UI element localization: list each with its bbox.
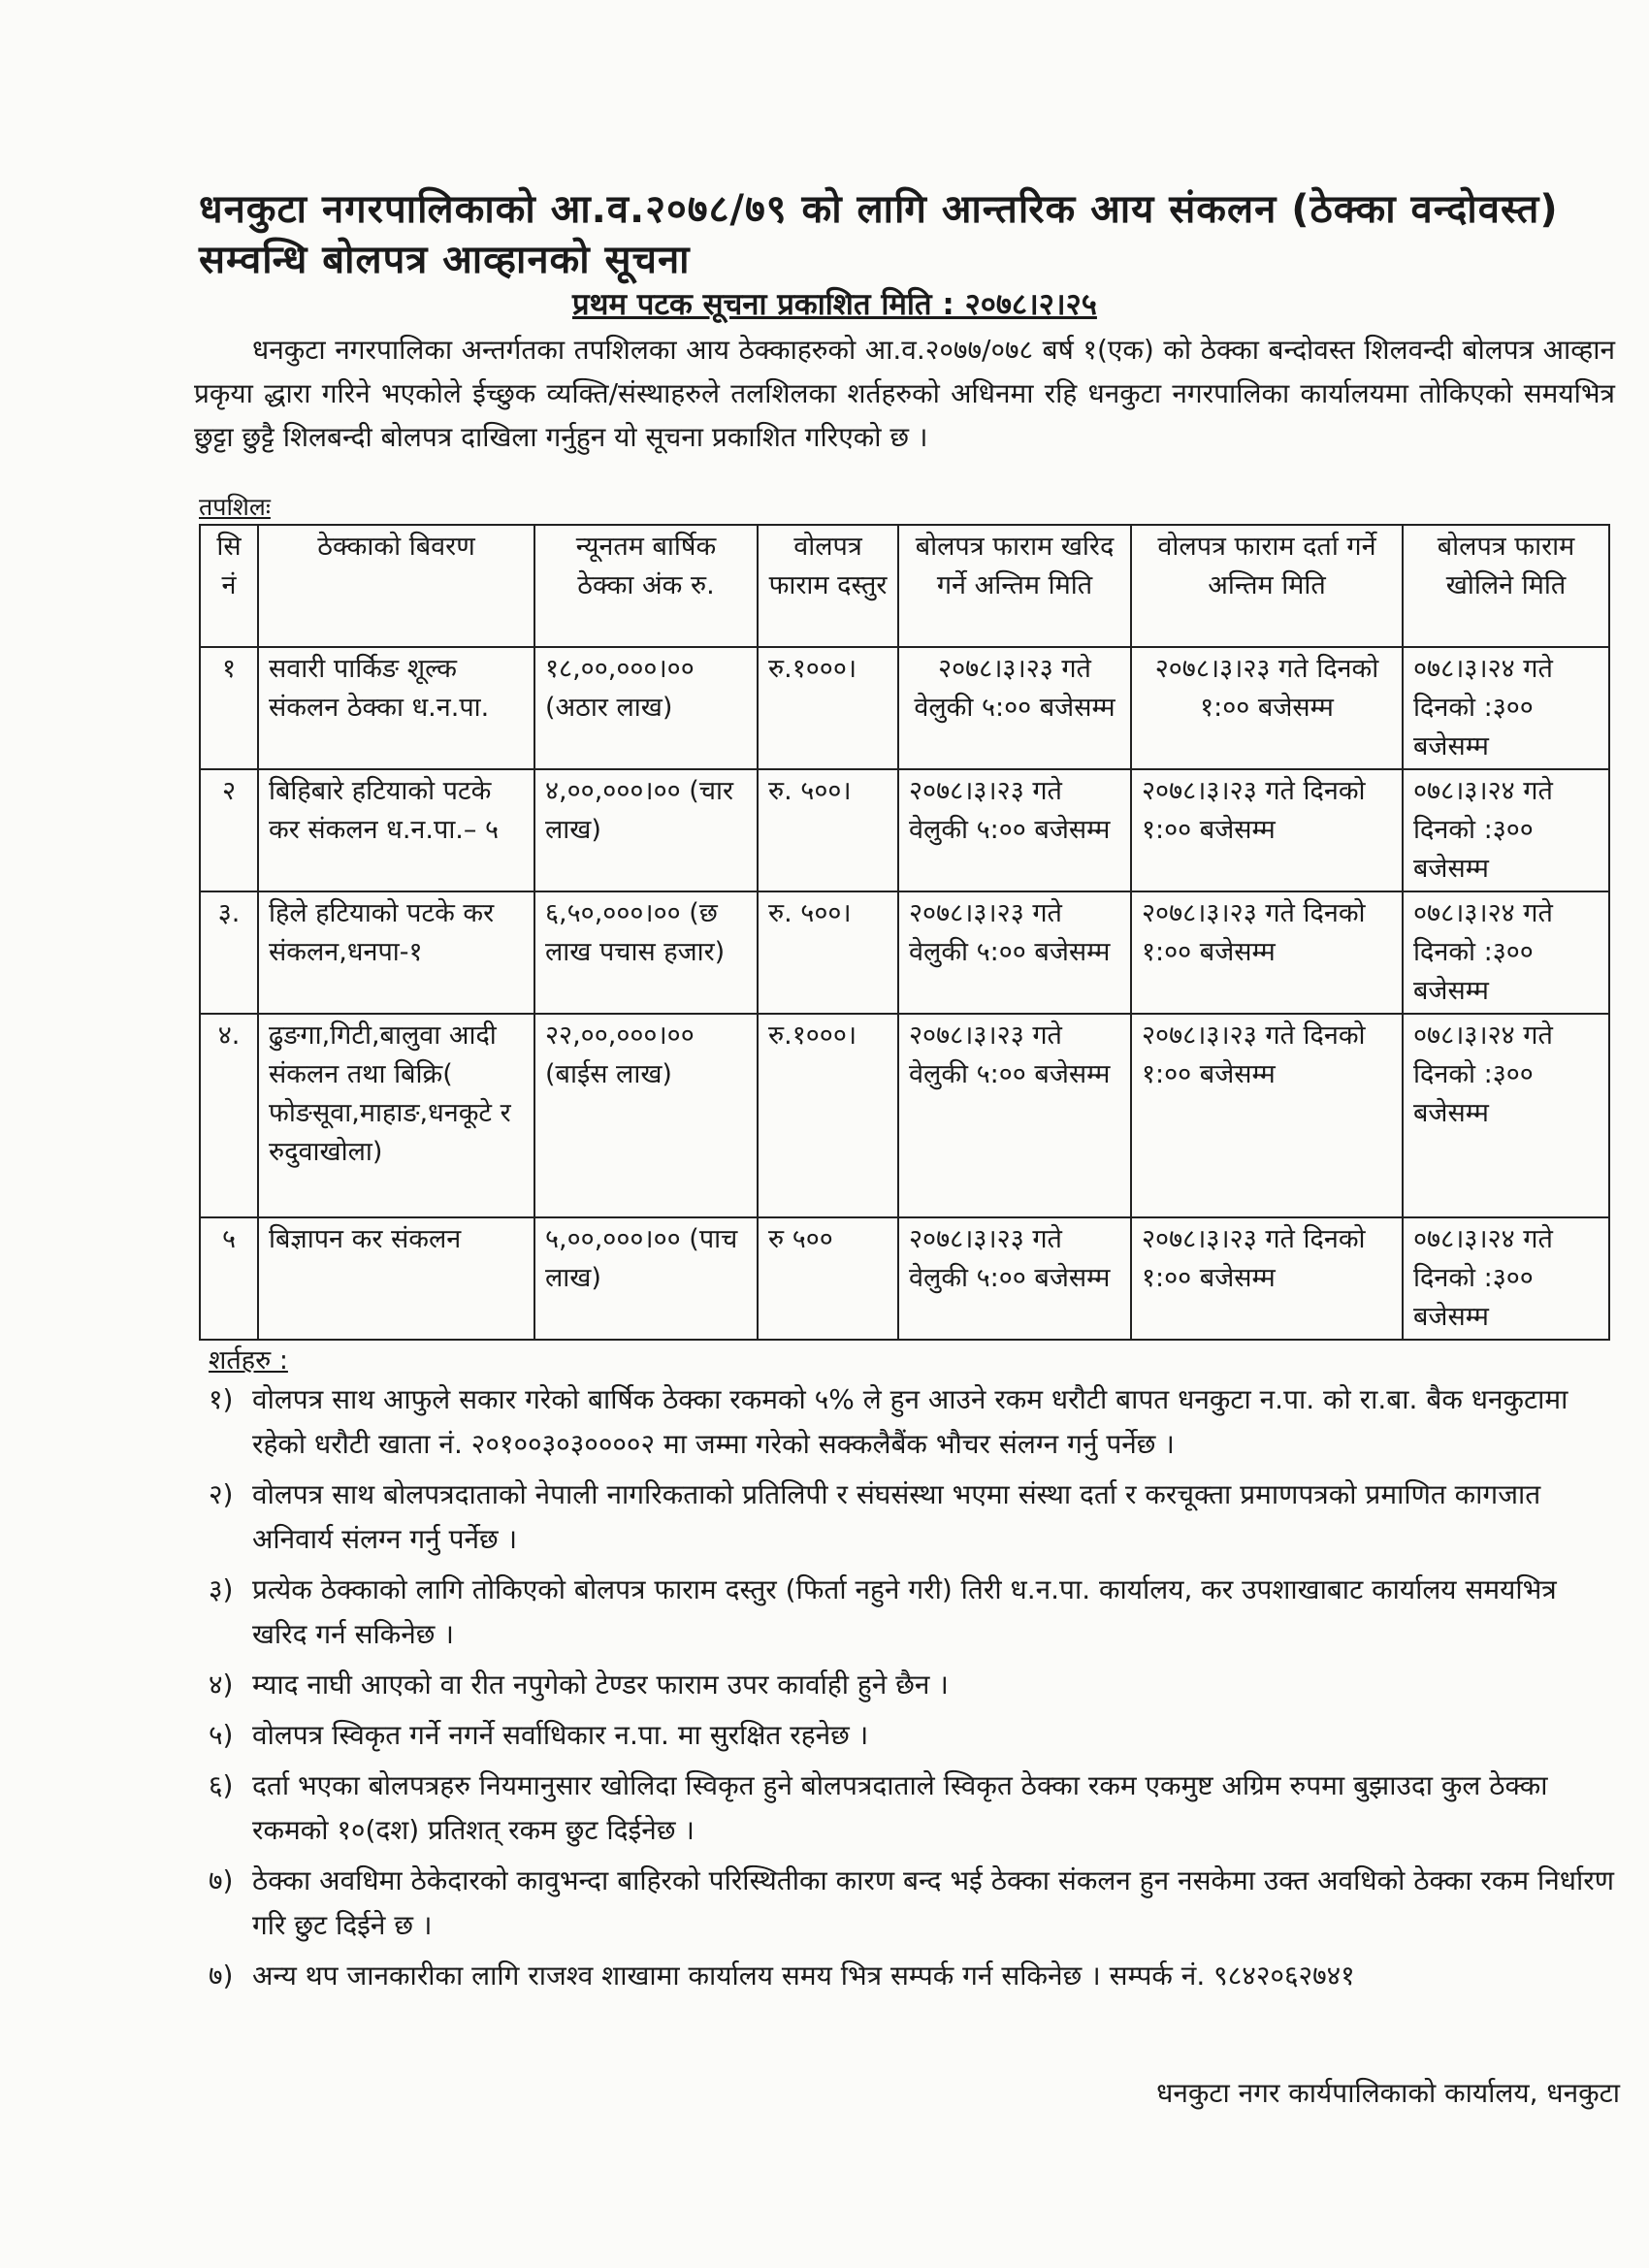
condition-text: दर्ता भएका बोलपत्रहरु नियमानुसार खोलिदा स्विकृत हुने बोलपत्रदाताले स्विकृत ठेक्का रकम एकमुष्ट अग्रिम रुपमा बुझाउदा कुल ठेक्का रकमको १०(दश) प्रतिशत् रकम छुट दिईनेछ ।	[252, 1769, 1548, 1846]
condition-number: ६)	[209, 1769, 234, 1801]
table-label: तपशिलः	[199, 493, 271, 521]
condition-text: प्रत्येक ठेक्काको लागि तोकिएको बोलपत्र फाराम दस्तुर (फिर्ता नहुने गरी) तिरी ध.न.पा. कार्यालय, कर उपशाखाबाट कार्यालय समयभित्र खरिद गर्न सकिनेछ ।	[252, 1573, 1557, 1650]
cell-min-amount: १८,००,०००।०० (अठार लाख)	[534, 647, 758, 769]
condition-number: २)	[209, 1478, 234, 1510]
condition-number: ४)	[209, 1669, 234, 1701]
notice-heading: धनकुटा नगरपालिकाको आ.व.२०७८/७९ को लागि आन्तरिक आय संकलन (ठेक्का वन्दोवस्त) सम्वन्धि बोलपत्र आव्हानको सूचना	[199, 187, 1559, 282]
condition-text: म्याद नाघी आएको वा रीत नपुगेको टेण्डर फाराम उपर कार्वाही हुने छैन ।	[252, 1669, 949, 1701]
cell-opening-date: ०७८।३।२४ गते दिनको :३०० बजेसम्म	[1403, 769, 1609, 891]
cell-sn: ५	[200, 1217, 258, 1340]
condition-number: ३)	[209, 1573, 234, 1605]
cell-description: बिज्ञापन कर संकलन	[258, 1217, 534, 1340]
header-opening-date: बोलपत्र फाराम खोलिने मिति	[1403, 525, 1609, 647]
cell-min-amount: ४,००,०००।०० (चार लाख)	[534, 769, 758, 891]
cell-description: ढुङगा,गिटी,बालुवा आदी संकलन तथा बिक्रि( फोङसूवा,माहाङ,धनकूटे र रुदुवाखोला)	[258, 1014, 534, 1217]
condition-number: ७)	[209, 1960, 234, 1992]
cell-purchase-deadline: २०७८।३।२३ गते वेलुकी ५:०० बजेसम्म	[898, 1014, 1131, 1217]
cell-min-amount: ६,५०,०००।०० (छ लाख पचास हजार)	[534, 891, 758, 1014]
conditions-label: शर्तहरु :	[209, 1345, 288, 1376]
cell-registration-deadline: २०७८।३।२३ गते दिनको १:०० बजेसम्म	[1131, 1014, 1403, 1217]
header-form-fee: वोलपत्र फाराम दस्तुर	[758, 525, 898, 647]
cell-registration-deadline: २०७८।३।२३ गते दिनको १:०० बजेसम्म	[1131, 1217, 1403, 1340]
condition-text: वोलपत्र स्विकृत गर्ने नगर्ने सर्वाधिकार न.पा. मा सुरक्षित रहनेछ ।	[252, 1719, 869, 1751]
cell-purchase-deadline: २०७८।३।२३ गते वेलुकी ५:०० बजेसम्म	[898, 647, 1131, 769]
cell-sn: १	[200, 647, 258, 769]
condition-item	[209, 1764, 1615, 1853]
condition-item	[209, 1713, 1615, 1758]
table-header-row	[200, 525, 1609, 647]
cell-registration-deadline: २०७८।३।२३ गते दिनको १:०० बजेसम्म	[1131, 647, 1403, 769]
condition-number: ५)	[209, 1719, 234, 1751]
condition-text: ठेक्का अवधिमा ठेकेदारको कावुभन्दा बाहिरको परिस्थितीका कारण बन्द भई ठेक्का संकलन हुन नसकेमा उक्त अवधिको ठेक्का रकम निर्धारण गरि छुट दिईने छ ।	[252, 1864, 1614, 1941]
condition-item	[209, 1473, 1615, 1562]
table-row	[200, 1014, 1609, 1217]
condition-item	[209, 1377, 1615, 1467]
condition-number: ७)	[209, 1864, 234, 1896]
cell-description: हिले हटियाको पटके कर संकलन,धनपा-१	[258, 891, 534, 1014]
condition-item	[209, 1954, 1615, 1998]
cell-form-fee: रु.१०००।	[758, 647, 898, 769]
cell-sn: २	[200, 769, 258, 891]
cell-purchase-deadline: २०७८।३।२३ गते वेलुकी ५:०० बजेसम्म	[898, 891, 1131, 1014]
cell-form-fee: रु. ५००।	[758, 769, 898, 891]
issuing-office: धनकुटा नगर कार्यपालिकाको कार्यालय, धनकुटा	[1156, 2077, 1620, 2109]
header-min-amount: न्यूनतम बार्षिक ठेक्का अंक रु.	[534, 525, 758, 647]
tender-table	[199, 524, 1610, 1341]
cell-registration-deadline: २०७८।३।२३ गते दिनको १:०० बजेसम्म	[1131, 769, 1403, 891]
cell-opening-date: ०७८।३।२४ गते दिनको :३०० बजेसम्म	[1403, 1014, 1609, 1217]
condition-number: १)	[209, 1383, 234, 1415]
cell-opening-date: ०७८।३।२४ गते दिनको :३०० बजेसम्म	[1403, 891, 1609, 1014]
table-row	[200, 769, 1609, 891]
table-row	[200, 891, 1609, 1014]
condition-text: वोलपत्र साथ बोलपत्रदाताको नेपाली नागरिकताको प्रतिलिपी र संघसंस्था भएमा संस्था दर्ता र करचूक्ता प्रमाणपत्रको प्रमाणित कागजात अनिवार्य संलग्न गर्नु पर्नेछ ।	[252, 1478, 1541, 1555]
condition-item	[209, 1859, 1615, 1948]
cell-opening-date: ०७८।३।२४ गते दिनको :३०० बजेसम्म	[1403, 1217, 1609, 1340]
cell-form-fee: रु.१०००।	[758, 1014, 898, 1217]
header-registration-deadline: वोलपत्र फाराम दर्ता गर्ने अन्तिम मिति	[1131, 525, 1403, 647]
cell-purchase-deadline: २०७८।३।२३ गते वेलुकी ५:०० बजेसम्म	[898, 1217, 1131, 1340]
cell-opening-date: ०७८।३।२४ गते दिनको :३०० बजेसम्म	[1403, 647, 1609, 769]
condition-item	[209, 1568, 1615, 1657]
condition-text: अन्य थप जानकारीका लागि राजश्व शाखामा कार्यालय समय भित्र सम्पर्क गर्न सकिनेछ । सम्पर्क नं. ९८४२०६२७४१	[252, 1960, 1355, 1992]
cell-sn: ४.	[200, 1014, 258, 1217]
intro-paragraph: धनकुटा नगरपालिका अन्तर्गतका तपशिलका आय ठेक्काहरुको आ.व.२०७७/०७८ बर्ष १(एक) को ठेक्का बन्दोवस्त शिलवन्दी बोलपत्र आव्हान प्रकृया द्धारा गरिने भएकोले ईच्छुक व्यक्ति/संस्थाहरुले तलशिलका शर्तहरुको अधिनमा रहि धनकुटा नगरपालिका कार्यालयमा तोकिएको समयभित्र छुट्टा छुट्टै शिलबन्दी बोलपत्र दाखिला गर्नुहुन यो सूचना प्रकाशित गरिएको छ ।	[194, 334, 1615, 453]
cell-registration-deadline: २०७८।३।२३ गते दिनको १:०० बजेसम्म	[1131, 891, 1403, 1014]
condition-item	[209, 1663, 1615, 1707]
cell-sn: ३.	[200, 891, 258, 1014]
cell-form-fee: रु. ५००।	[758, 891, 898, 1014]
table-row	[200, 647, 1609, 769]
cell-purchase-deadline: २०७८।३।२३ गते वेलुकी ५:०० बजेसम्म	[898, 769, 1131, 891]
cell-description: बिहिबारे हटियाको पटके कर संकलन ध.न.पा.– ५	[258, 769, 534, 891]
condition-text: वोलपत्र साथ आफुले सकार गरेको बार्षिक ठेक्का रकमको ५% ले हुन आउने रकम धरौटी बापत धनकुटा न.पा. को रा.बा. बैक धनकुटामा रहेको धरौटी खाता नं. २०१००३०३००००२ मा जम्मा गरेको सक्कलैबैंक भौचर संलग्न गर्नु पर्नेछ ।	[252, 1383, 1568, 1460]
publish-date-line: प्रथम पटक सूचना प्रकाशित मिति : २०७८।२।२५	[572, 287, 1097, 322]
cell-description: सवारी पार्किङ शूल्क संकलन ठेक्का ध.न.पा.	[258, 647, 534, 769]
header-purchase-deadline: बोलपत्र फाराम खरिद गर्ने अन्तिम मिति	[898, 525, 1131, 647]
header-sn: सि नं	[200, 525, 258, 647]
cell-min-amount: ५,००,०००।०० (पाच लाख)	[534, 1217, 758, 1340]
cell-min-amount: २२,००,०००।०० (बाईस लाख)	[534, 1014, 758, 1217]
conditions-list	[209, 1377, 1615, 2004]
table-row	[200, 1217, 1609, 1340]
header-description: ठेक्काको बिवरण	[258, 525, 534, 647]
cell-form-fee: रु ५००	[758, 1217, 898, 1340]
